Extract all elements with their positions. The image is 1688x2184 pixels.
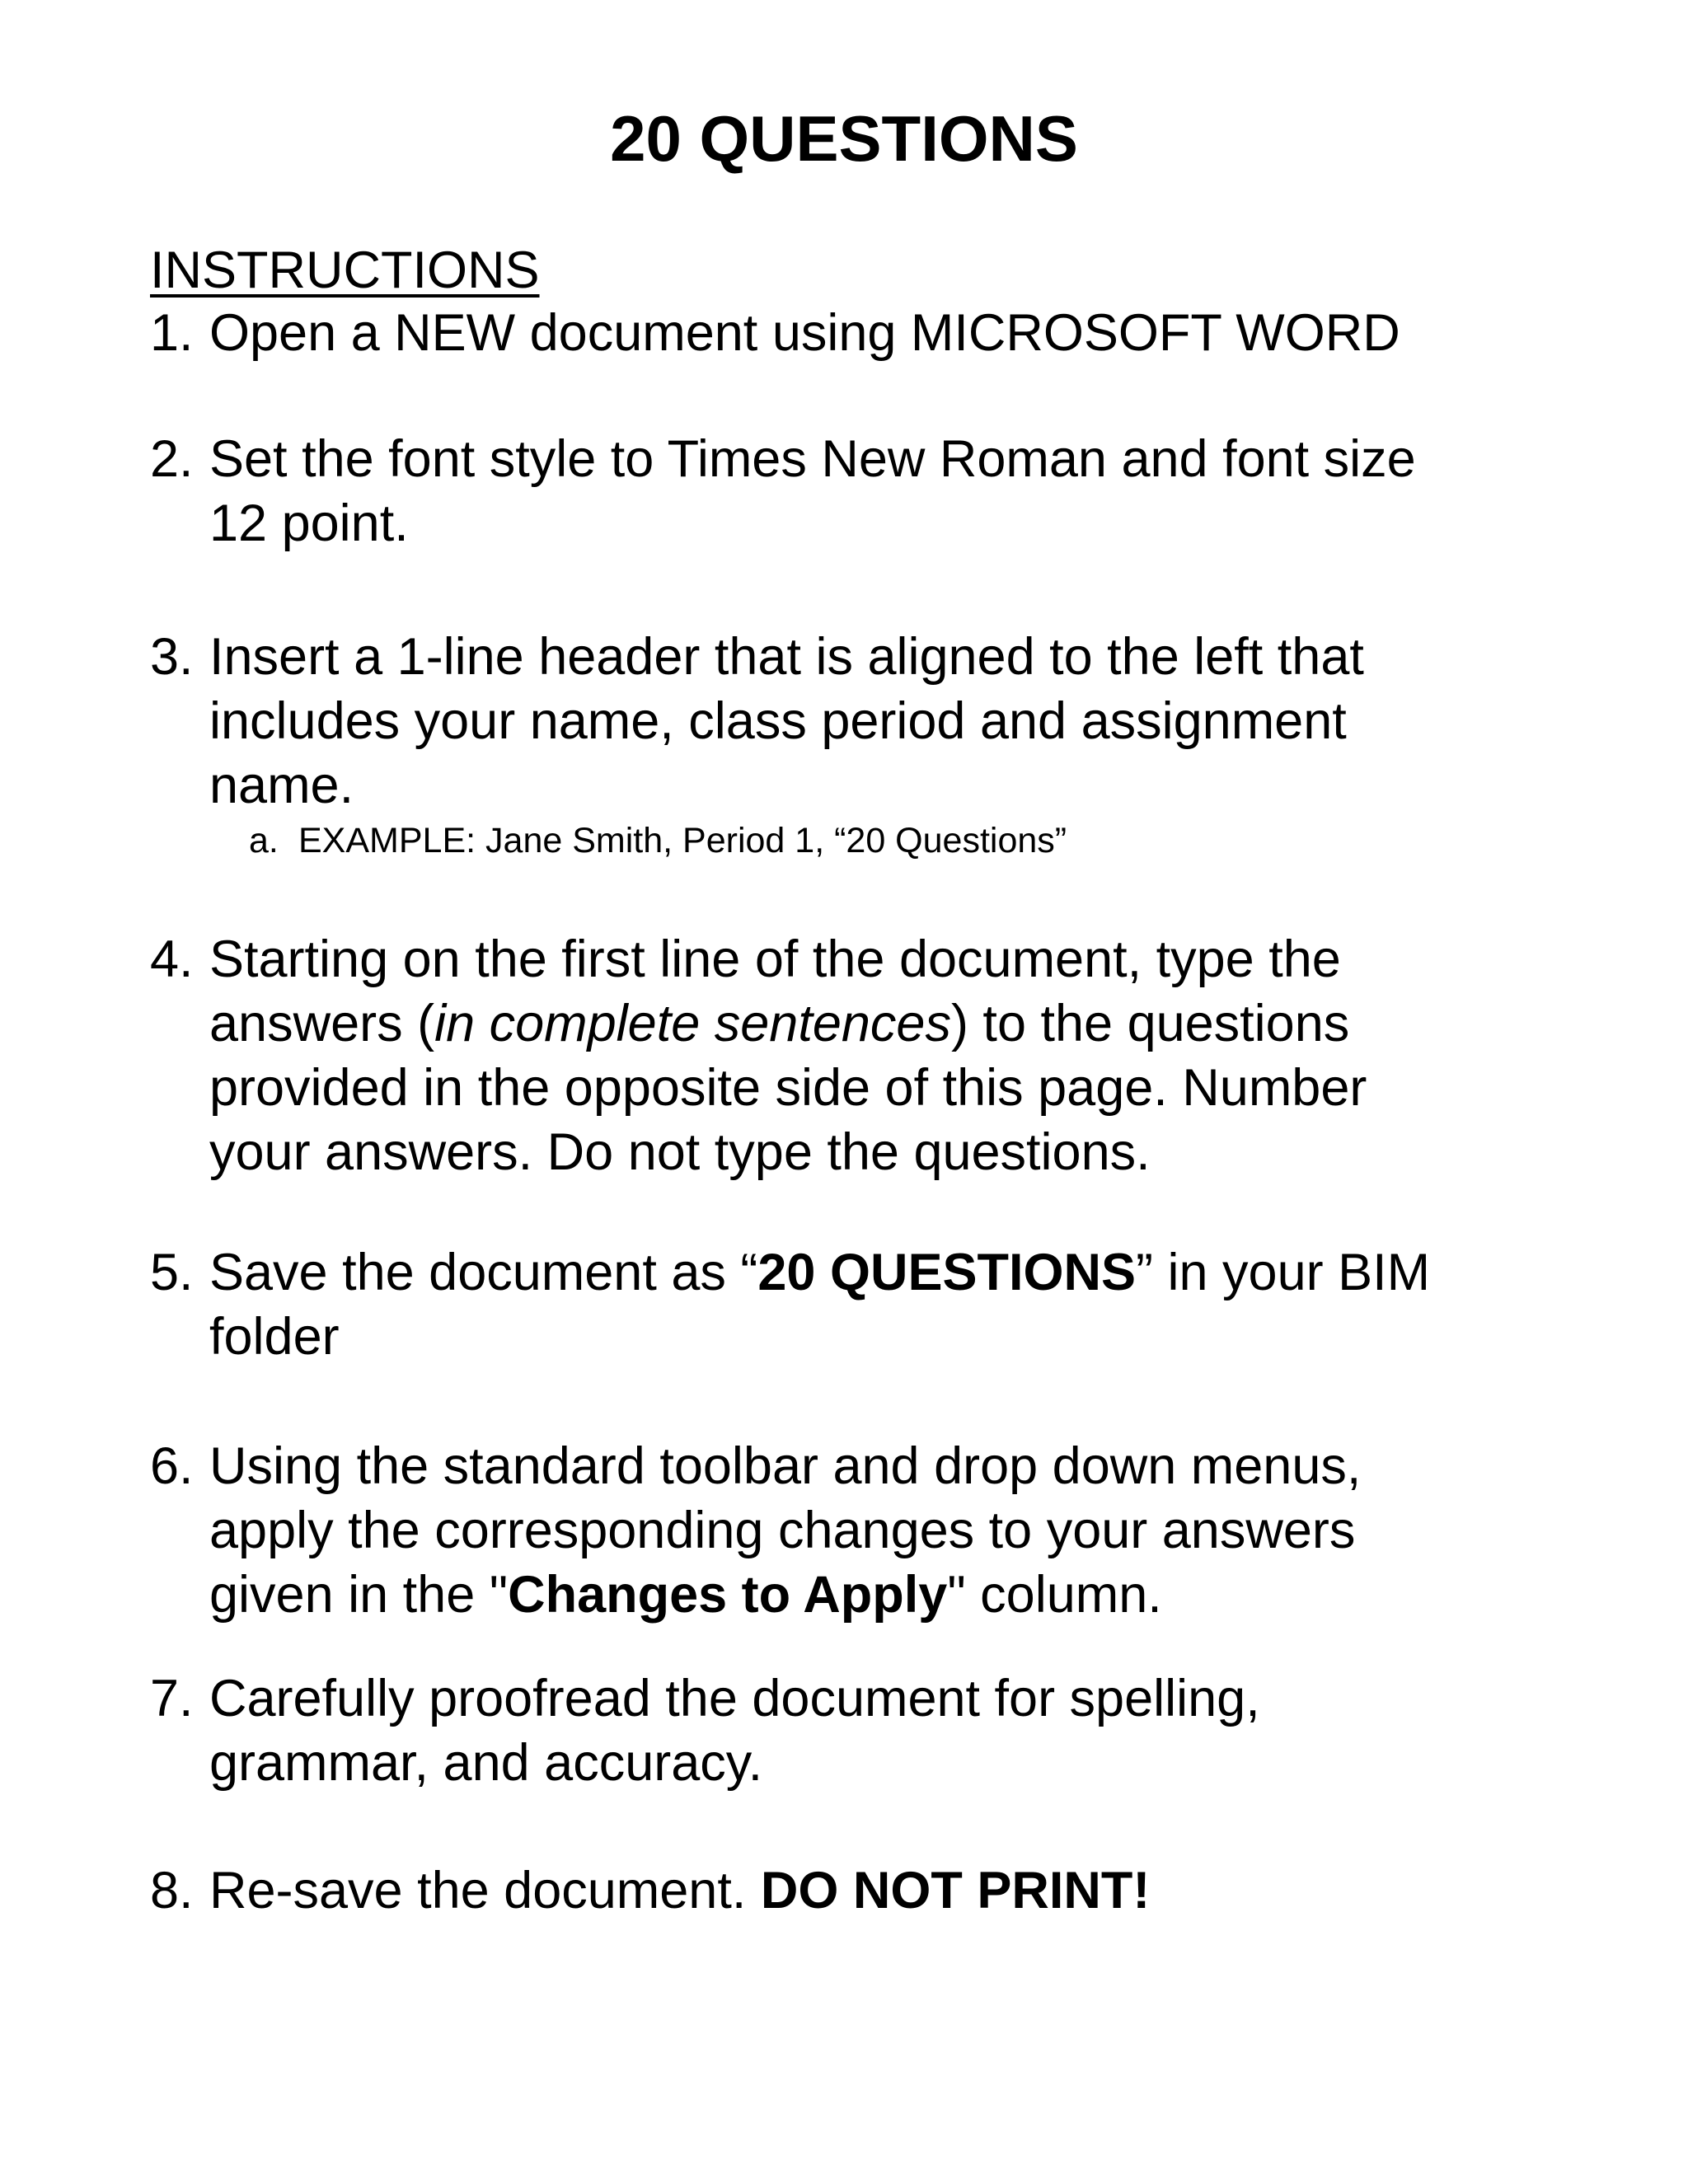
item-number: 1. — [150, 304, 194, 362]
item-text-line — [209, 991, 1551, 1056]
item-text-segment: ) to the questions — [950, 995, 1350, 1052]
item-text-segment: answers ( — [209, 995, 435, 1052]
item-text-line: Using the standard toolbar and drop down menus, — [209, 1437, 1362, 1495]
bold-warning: DO NOT PRINT! — [760, 1862, 1151, 1919]
item-text-line: Starting on the first line of the document, type the — [209, 930, 1341, 988]
item-text-line: includes your name, class period and assignment — [209, 692, 1347, 750]
instruction-item-7 — [150, 1666, 1551, 1795]
bold-column-name: Changes to Apply — [508, 1566, 948, 1624]
item-text-segment: Save the document as “ — [209, 1244, 758, 1301]
item-text-line: apply the corresponding changes to your answers — [209, 1502, 1356, 1559]
sub-item-example — [249, 818, 1551, 864]
item-text-line: 12 point. — [209, 494, 409, 552]
item-text-line — [209, 1240, 1551, 1305]
item-text-line — [209, 1858, 1551, 1923]
sub-item-label: a. — [249, 821, 279, 860]
item-text-segment: Re-save the document. — [209, 1862, 761, 1919]
instruction-item-2 — [150, 427, 1551, 555]
item-text-segment: ” in your BIM — [1136, 1244, 1431, 1301]
instruction-item-3 — [150, 625, 1551, 864]
item-text-line: name. — [209, 757, 354, 814]
instruction-item-5 — [150, 1240, 1551, 1369]
instructions-heading: INSTRUCTIONS — [150, 241, 540, 299]
item-number: 2. — [150, 430, 194, 488]
item-text-line: grammar, and accuracy. — [209, 1734, 763, 1792]
item-text-line: Carefully proofread the document for spelling, — [209, 1670, 1260, 1727]
item-text-segment: given in the " — [209, 1566, 509, 1624]
item-text-line: Insert a 1-line header that is aligned to the left that — [209, 628, 1364, 686]
item-text-segment: " column. — [947, 1566, 1162, 1624]
page-title: 20 QUESTIONS — [610, 102, 1078, 175]
instruction-item-8 — [150, 1858, 1551, 1923]
instruction-item-1 — [150, 301, 1551, 365]
item-text-line: your answers. Do not type the questions. — [209, 1123, 1151, 1181]
sub-item-text: EXAMPLE: Jane Smith, Period 1, “20 Questions” — [298, 821, 1067, 860]
bold-filename: 20 QUESTIONS — [757, 1244, 1137, 1301]
item-number: 8. — [150, 1862, 194, 1919]
item-text: Open a NEW document using MICROSOFT WORD — [209, 304, 1400, 362]
item-number: 4. — [150, 930, 194, 988]
item-text-line: folder — [209, 1308, 340, 1366]
item-number: 6. — [150, 1437, 194, 1495]
item-text-line: Set the font style to Times New Roman and font size — [209, 430, 1416, 488]
instruction-item-6 — [150, 1434, 1551, 1627]
item-number: 5. — [150, 1244, 194, 1301]
item-text-line — [209, 1563, 1551, 1627]
item-text-line: provided in the opposite side of this page. Number — [209, 1059, 1367, 1117]
item-number: 7. — [150, 1670, 194, 1727]
instruction-item-4 — [150, 927, 1551, 1184]
italic-emphasis: in complete sentences — [434, 995, 951, 1052]
item-number: 3. — [150, 628, 194, 686]
